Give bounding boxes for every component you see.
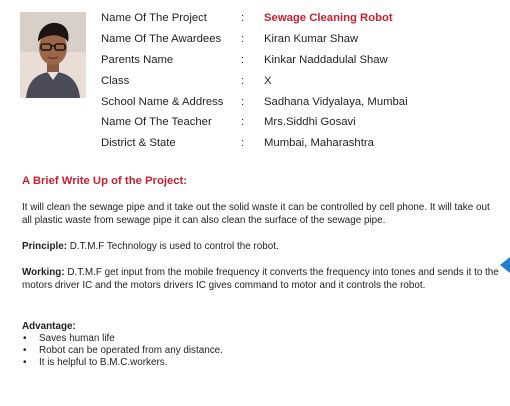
detail-label: Name Of The Teacher [101, 116, 212, 129]
advantage-text: Robot can be operated from any distance. [39, 345, 223, 356]
detail-colon: : [241, 116, 245, 129]
list-item [22, 357, 223, 369]
project-name-value: Sewage Cleaning Robot [264, 12, 393, 24]
detail-colon: : [241, 95, 245, 108]
detail-label: School Name & Address [101, 95, 224, 108]
student-photo [20, 12, 86, 98]
page-marker-arrow-icon [500, 257, 510, 273]
detail-colon: : [241, 53, 245, 66]
advantages-list [22, 333, 223, 369]
writeup-heading: A Brief Write Up of the Project: [22, 175, 188, 187]
detail-label: Parents Name [101, 53, 174, 66]
class-value: X [264, 74, 272, 87]
school-value: Sadhana Vidyalaya, Mumbai [264, 95, 408, 108]
detail-label: Class [101, 74, 130, 87]
detail-colon: : [241, 137, 245, 150]
working-text: D.T.M.F get input from the mobile frequency it converts the frequency into tones and sends it to the motors driver IC and the motors drivers IC gives command to motor and it controls the robot. [22, 267, 499, 291]
advantage-text: Saves human life [39, 333, 115, 344]
detail-label: Name Of The Awardees [101, 32, 222, 45]
principle-paragraph [22, 240, 500, 253]
district-value: Mumbai, Maharashtra [264, 137, 374, 150]
advantage-text: It is helpful to B.M.C.workers. [39, 357, 168, 368]
teacher-value: Mrs.Siddhi Gosavi [264, 116, 356, 129]
bullet-icon: • [23, 345, 27, 356]
list-item [22, 333, 223, 345]
working-label: Working: [22, 267, 65, 278]
detail-label: District & State [101, 137, 176, 150]
bullet-icon: • [23, 357, 27, 368]
detail-colon: : [241, 12, 245, 24]
advantage-label: Advantage: [22, 321, 76, 332]
advantages-section [22, 321, 223, 369]
list-item [22, 345, 223, 357]
principle-label: Principle: [22, 241, 67, 252]
detail-colon: : [241, 32, 245, 45]
bullet-icon: • [23, 333, 27, 344]
student-portrait-icon [20, 12, 86, 98]
parents-value: Kinkar Naddadulal Shaw [264, 53, 388, 66]
detail-colon: : [241, 74, 245, 87]
working-paragraph [22, 266, 500, 292]
principle-text: D.T.M.F Technology is used to control the robot. [67, 241, 279, 252]
detail-label: Name Of The Project [101, 12, 207, 24]
awardee-value: Kiran Kumar Shaw [264, 32, 359, 45]
writeup-intro: It will clean the sewage pipe and it take out the solid waste it can be controlled by cell phone. It will take out all plastic waste from sewage pipe it can also clean the surface of the sewage pipe. [22, 202, 490, 226]
